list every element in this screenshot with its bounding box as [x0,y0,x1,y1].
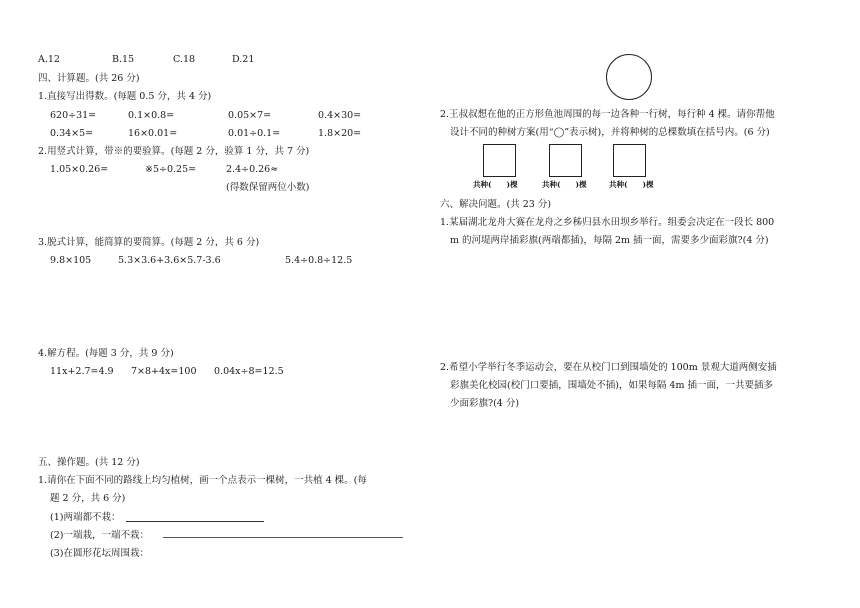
equation-item: 11x+2.7=4.9 [50,366,114,377]
pond-square [483,144,516,177]
q5-2-line2: 设计不同的种树方案(用“◯”表示树)，并将种树的总棵数填在括号内。(6 分) [450,127,770,138]
q6-1-line2: m 的河堤两岸插彩旗(两端都插)，每隔 2m 插一面，需要多少面彩旗?(4 分) [450,235,769,246]
tree-count-label: 共种( )棵 [542,180,587,189]
vertical-calc-item: 2.4÷0.26≈ [226,164,279,175]
pond-square [613,144,646,177]
sub-question-1: (1)两端都不栽： [50,512,121,523]
q4-1-title: 1.直接写出得数。(每题 0.5 分，共 4 分) [38,91,212,102]
q6-2-line1: 2.希望小学举行冬季运动会，要在从校门口到围墙处的 100m 景观大道两侧安插 [440,362,777,373]
section-5-title: 五、操作题。(共 12 分) [38,457,140,468]
section-4-title: 四、计算题。(共 26 分) [38,73,140,84]
q4-3-title: 3.脱式计算，能简算的要简算。(每题 2 分，共 6 分) [38,237,260,248]
vertical-calc-item: ※5÷0.25= [145,164,197,175]
flower-bed-circle [606,54,652,100]
mental-math-item: 0.1×0.8= [128,110,175,121]
pond-square [549,144,582,177]
q6-1-line1: 1.某届湖北龙舟大赛在龙舟之乡秭归县水田坝乡举行。组委会决定在一段长 800 [440,217,775,228]
q6-2-line3: 少面彩旗?(4 分) [450,398,520,409]
q5-1-line2: 题 2 分，共 6 分) [50,493,126,504]
q5-1-line1: 1.请你在下面不同的路线上均匀植树，画一个点表示一棵树，一共植 4 棵。(每 [38,475,367,486]
equation-item: 0.04x÷8=12.5 [214,366,284,377]
vertical-calc-item: 1.05×0.26= [50,164,109,175]
choice-b: B.15 [112,54,135,65]
equation-item: 7×8+4x=100 [131,366,197,377]
mental-math-item: 16×0.01= [128,128,178,139]
choice-d: D.21 [232,54,255,65]
step-calc-item: 9.8×105 [50,255,92,266]
mental-math-item: 0.01÷0.1= [228,128,281,139]
mental-math-item: 1.8×20= [318,128,362,139]
q5-2-line1: 2.王叔叔想在他的正方形鱼池周围的每一边各种一行树，每行种 4 棵。请你帮他 [440,109,775,120]
sub-question-3: (3)在圆形花坛周围栽： [50,548,149,559]
sub-question-2: (2)一端栽，一端不栽： [50,530,149,541]
mental-math-item: 0.05×7= [228,110,272,121]
q4-4-title: 4.解方程。(每题 3 分，共 9 分) [38,348,174,359]
mental-math-item: 620÷31= [50,110,97,121]
q6-2-line2: 彩旗美化校园(校门口要插，围墙处不插)，如果每隔 4m 插一面，一共要插多 [450,380,774,391]
q4-2-title: 2.用竖式计算，带※的要验算。(每题 2 分，验算 1 分，共 7 分) [38,146,310,157]
choice-a: A.12 [38,54,60,65]
step-calc-item: 5.3×3.6+3.6×5.7-3.6 [118,255,221,266]
route-line-both-ends-empty [126,521,264,522]
rounding-note: (得数保留两位小数) [226,182,310,193]
mental-math-item: 0.4×30= [318,110,362,121]
choice-c: C.18 [173,54,196,65]
tree-count-label: 共种( )棵 [609,180,654,189]
tree-count-label: 共种( )棵 [473,180,518,189]
step-calc-item: 5.4÷0.8÷12.5 [285,255,353,266]
section-6-title: 六、解决问题。(共 23 分) [440,199,552,210]
mental-math-item: 0.34×5= [50,128,94,139]
route-line-one-end [163,537,403,538]
